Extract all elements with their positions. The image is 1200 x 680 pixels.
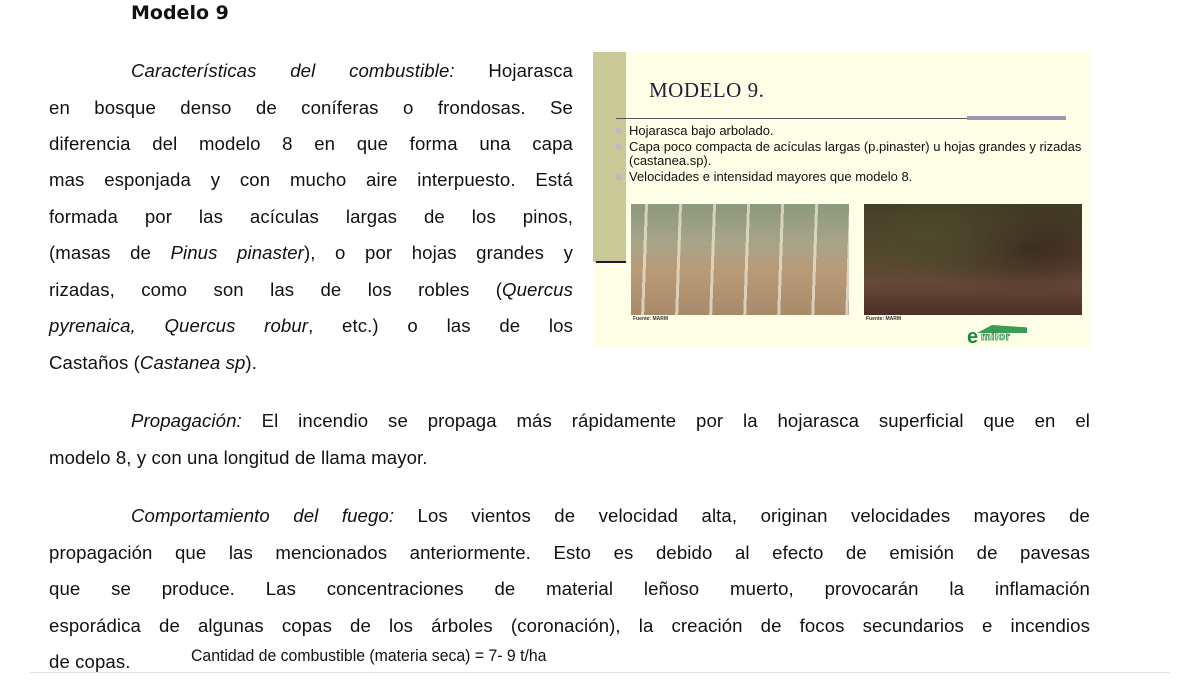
logo-e-icon: e [967, 326, 979, 348]
propagation-line-2: modelo 8, y con una longitud de llama mayor. [49, 447, 428, 468]
square-bullet-icon [616, 144, 622, 150]
species-name: Quercus [502, 279, 573, 300]
slide-divider-accent [967, 116, 1066, 120]
page-bottom-divider [30, 672, 1170, 673]
species-name: Castanea sp [139, 352, 246, 373]
species-name: Pinus pinaster [170, 242, 304, 263]
fuel-line-2: en bosque denso de coníferas o frondosas. Se [49, 97, 573, 118]
propagation-line-1: Propagación: El incendio se propaga más rápidamente por la hojarasca superficial que en el [131, 410, 1090, 431]
fuel-line-7: rizadas, como son las de los robles (Quercus [49, 279, 573, 300]
behavior-label: Comportamiento del fuego: [131, 505, 395, 526]
slide-bullet-list [615, 124, 1085, 186]
fuel-quantity-note: Cantidad de combustible (materia seca) = 7- 9 t/ha [191, 646, 547, 665]
fuel-line-8: pyrenaica, Quercus robur, etc.) o las de los [49, 315, 573, 336]
behavior-line-1: Comportamiento del fuego: Los vientos de velocidad alta, originan velocidades mayores de [131, 505, 1090, 526]
photo-caption: Fuente: MARM [866, 316, 901, 322]
photo-caption: Fuente: MARM [633, 316, 668, 322]
behavior-line-5: de copas. [49, 651, 131, 672]
model-9-slide [593, 52, 1090, 348]
square-bullet-icon [616, 174, 622, 180]
slide-bullet: Velocidades e intensidad mayores que modelo 8. [615, 170, 1085, 184]
slide-bullet: Capa poco compacta de acículas largas (p.pinaster) u hojas grandes y rizadas (castanea.sp). [615, 140, 1085, 168]
logo-text: milor [981, 331, 1011, 343]
fuel-line-4: mas esponjada y con mucho aire interpuesto. Está [49, 169, 573, 190]
species-name: pyrenaica, Quercus robur [49, 315, 309, 336]
slide-bullet: Hojarasca bajo arbolado. [615, 124, 1085, 138]
fuel-line-5: formada por las acículas largas de los pinos, [49, 206, 573, 227]
behavior-line-3: que se produce. Las concentraciones de material leñoso muerto, provocarán la inflamación [49, 578, 1090, 599]
propagation-label: Propagación: [131, 410, 242, 431]
fuel-label: Características del combustible: [131, 60, 455, 81]
slide-title: MODELO 9. [649, 78, 765, 102]
fuel-line-3: diferencia del modelo 8 en que forma una capa [49, 133, 573, 154]
behavior-line-2: propagación que las mencionados anteriormente. Esto es debido al efecto de emisión de pavesas [49, 542, 1090, 563]
fuel-line-1: Características del combustible: Hojarasca [131, 60, 573, 81]
chestnut-forest-photo [864, 204, 1082, 315]
section-heading: Modelo 9 [131, 2, 229, 24]
square-bullet-icon [616, 128, 622, 134]
fuel-line-9: Castaños (Castanea sp). [49, 352, 257, 373]
pine-forest-photo [631, 204, 849, 315]
behavior-line-4: esporádica de algunas copas de los árboles (coronación), la creación de focos secundarios e incendios [49, 615, 1090, 636]
emilor-logo [967, 325, 1029, 348]
fuel-line-6: (masas de Pinus pinaster), o por hojas grandes y [49, 242, 573, 263]
slide-side-bar-line [596, 261, 626, 263]
